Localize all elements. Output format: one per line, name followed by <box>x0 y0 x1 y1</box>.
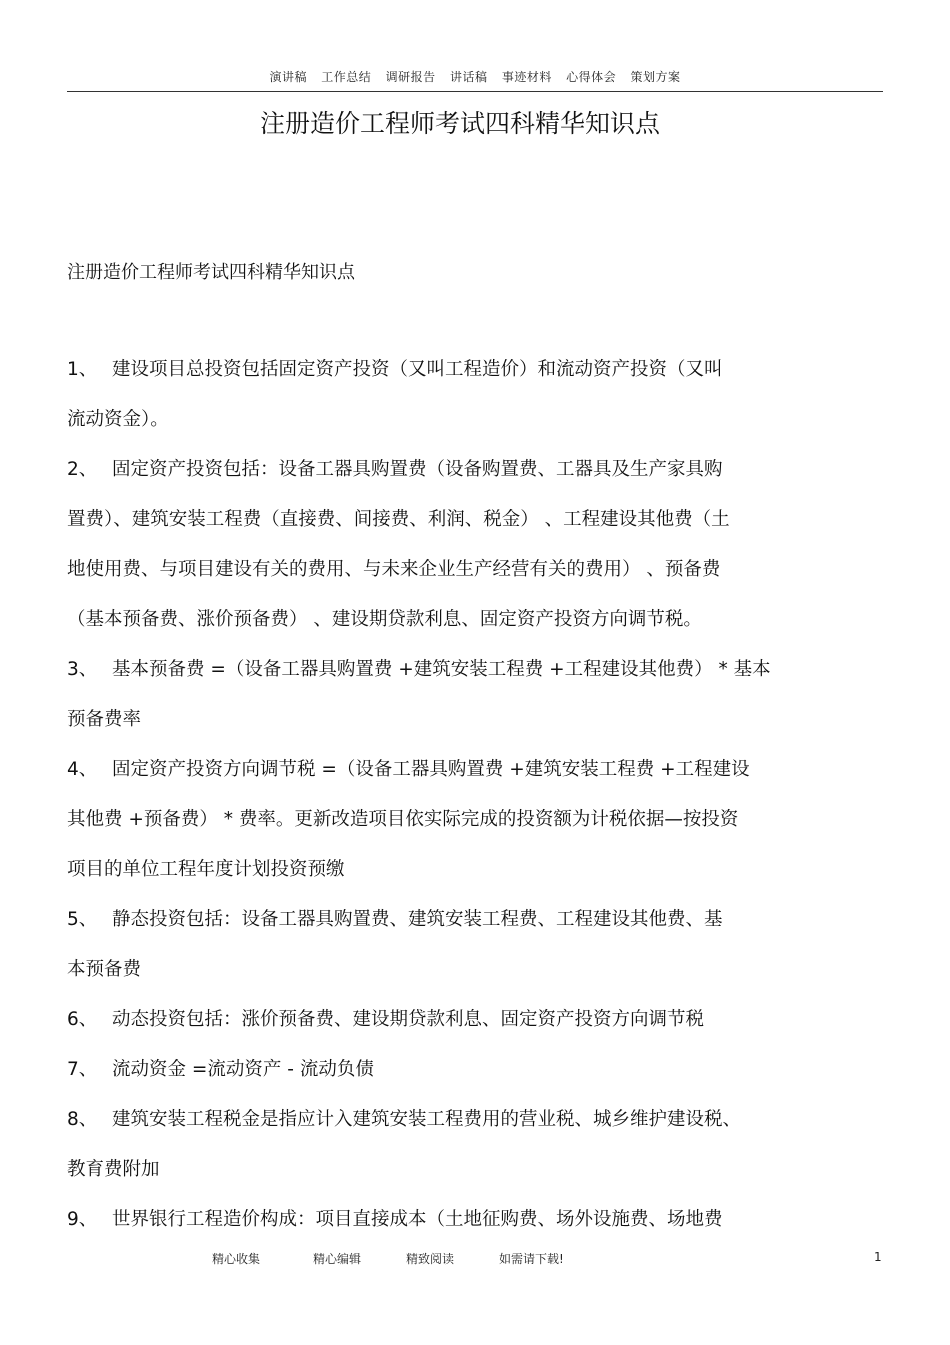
line-text: 地使用费、与项目建设有关的费用、与未来企业生产经营有关的费用） 、预备费 <box>67 559 721 580</box>
footer-item: 如需请下载! <box>499 1252 564 1266</box>
line-text: 动态投资包括：涨价预备费、建设期贷款利息、固定资产投资方向调节税 <box>112 1009 705 1030</box>
line-text: （基本预备费、涨价预备费） 、建设期贷款利息、固定资产投资方向调节税。 <box>67 609 702 630</box>
item-number: 7、 <box>67 1059 98 1080</box>
line-text: 置费）、建筑安装工程费（直接费、间接费、利润、税金） 、工程建设其他费（土 <box>67 509 730 530</box>
item-number: 3、 <box>67 659 98 680</box>
line-text: 本预备费 <box>67 959 142 980</box>
header-item: 调研报告 <box>385 70 436 84</box>
text-line <box>67 607 702 633</box>
line-text: 流动资金）。 <box>67 409 169 430</box>
text-line <box>67 707 141 733</box>
item-number: 1、 <box>67 359 98 380</box>
item-number: 4、 <box>67 759 98 780</box>
line-text: 固定资产投资包括：设备工器具购置费（设备购置费、工器具及生产家具购 <box>112 459 723 480</box>
footer-item: 精心收集 <box>212 1252 261 1266</box>
text-line <box>67 1057 374 1083</box>
item-number: 9、 <box>67 1209 98 1230</box>
header-divider <box>67 91 883 92</box>
header-item: 心得体会 <box>566 70 617 84</box>
header-item: 事迹材料 <box>501 70 552 84</box>
item-number: 6、 <box>67 1009 98 1030</box>
page-number: 1 <box>874 1250 882 1264</box>
text-line <box>67 407 169 433</box>
line-text: 教育费附加 <box>67 1159 160 1180</box>
line-text: 建筑安装工程税金是指应计入建筑安装工程费用的营业税、城乡维护建设税、 <box>112 1109 742 1130</box>
header-item: 讲话稿 <box>449 70 488 84</box>
header-item: 策划方案 <box>630 70 681 84</box>
line-text: 流动资金 =流动资产 - 流动负债 <box>112 1059 374 1080</box>
line-text: 项目的单位工程年度计划投资预缴 <box>67 859 345 880</box>
text-line <box>67 507 730 533</box>
text-line <box>67 857 345 883</box>
line-text: 静态投资包括：设备工器具购置费、建筑安装工程费、工程建设其他费、基 <box>112 909 723 930</box>
page-header <box>0 68 950 85</box>
item-number: 5、 <box>67 909 98 930</box>
text-line <box>67 357 723 383</box>
text-line <box>67 1207 723 1233</box>
line-text: 基本预备费 =（设备工器具购置费 +建筑安装工程费 +工程建设其他费） * 基本 <box>112 659 771 680</box>
text-line <box>67 657 771 683</box>
header-item: 工作总结 <box>321 70 372 84</box>
item-number: 2、 <box>67 459 98 480</box>
text-line <box>67 907 723 933</box>
footer-item: 精致阅读 <box>406 1252 455 1266</box>
text-line <box>67 1107 741 1133</box>
line-text: 预备费率 <box>67 709 142 730</box>
line-text: 其他费 +预备费） * 费率。更新改造项目依实际完成的投资额为计税依据—按投资 <box>67 809 739 830</box>
line-text: 建设项目总投资包括固定资产投资（又叫工程造价）和流动资产投资（又叫 <box>112 359 723 380</box>
text-line <box>67 1007 704 1033</box>
document-subtitle: 注册造价工程师考试四科精华知识点 <box>67 262 355 283</box>
text-line <box>67 557 720 583</box>
text-line <box>67 807 738 833</box>
text-line <box>67 757 750 783</box>
item-number: 8、 <box>67 1109 98 1130</box>
text-line <box>67 1157 160 1183</box>
text-line <box>67 957 141 983</box>
line-text: 固定资产投资方向调节税 =（设备工器具购置费 +建筑安装工程费 +工程建设 <box>112 759 750 780</box>
header-item: 演讲稿 <box>269 70 307 84</box>
text-line <box>67 457 723 483</box>
line-text: 世界银行工程造价构成：项目直接成本（土地征购费、场外设施费、场地费 <box>112 1209 723 1230</box>
document-title: 注册造价工程师考试四科精华知识点 <box>259 109 660 138</box>
footer-item: 精心编辑 <box>313 1252 362 1266</box>
